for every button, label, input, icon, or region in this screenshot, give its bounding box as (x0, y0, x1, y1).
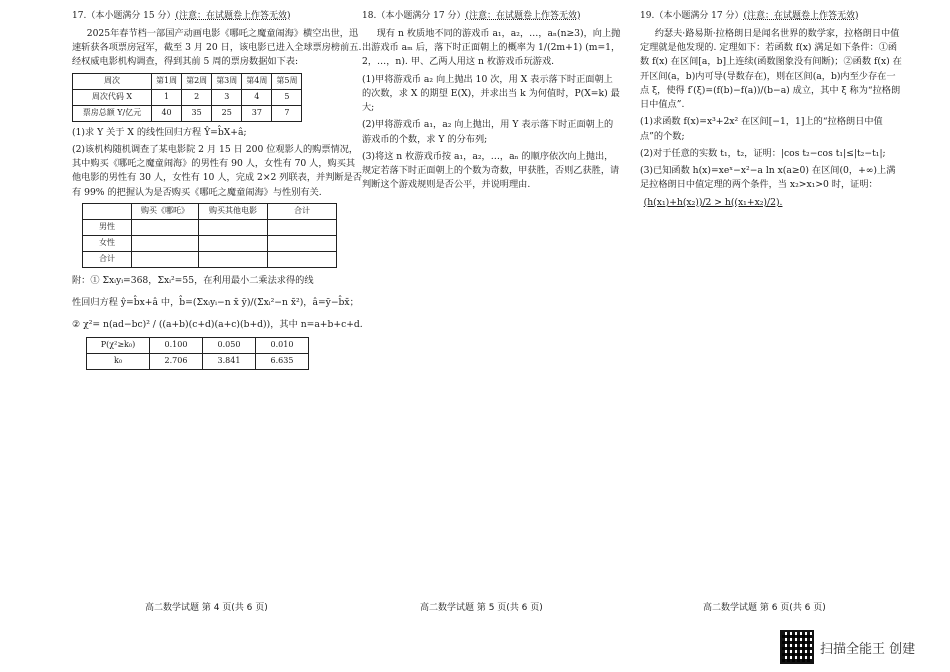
page-footer: 高二数学试题 第 5 页(共 6 页) (420, 603, 543, 613)
table-cell: P(χ²≥k₀) (87, 337, 150, 353)
question-17 (72, 10, 364, 370)
blank-cell (268, 219, 337, 235)
table-cell: 7 (272, 105, 302, 121)
table-header: 第4周 (242, 73, 272, 89)
blank-cell (199, 235, 268, 251)
q18-part3: (3)将这 n 枚游戏币按 a₁，a₂，…，aₙ 的顺序依次向上抛出，规定若落下时正面朝上的个数为奇数，甲获胜，否则乙获胜，请判断这个游戏规则是否公平，并说明理由. (362, 150, 620, 191)
table-header (83, 203, 132, 219)
blank-cell (199, 251, 268, 267)
table-cell: 35 (182, 105, 212, 121)
page-footer: 高二数学试题 第 4 页(共 6 页) (145, 603, 268, 613)
blank-cell (132, 235, 199, 251)
blank-cell (268, 235, 337, 251)
q17-part1: (1)求 Y 关于 X 的线性回归方程 Ŷ=b̂X+â; (72, 126, 247, 138)
q18-part1: (1)甲将游戏币 a₂ 向上抛出 10 次，用 X 表示落下时正面朝上的次数，求 X 的期望 E(X)，并求出当 k 为何值时，P(X=k) 最大; (362, 73, 620, 114)
table-cell: 0.010 (256, 337, 309, 353)
table-header: 第2周 (182, 73, 212, 89)
table-cell: 3 (212, 89, 242, 105)
table-header: 购买《哪吒》 (132, 203, 199, 219)
table-cell: 1 (152, 89, 182, 105)
table-cell: 5 (272, 89, 302, 105)
q17-attach-1: 附：① Σxᵢyᵢ=368，Σxᵢ²=55，在利用最小二乘法求得的线 (72, 274, 314, 286)
table-header: 第1周 (152, 73, 182, 89)
table-header: 第3周 (212, 73, 242, 89)
q17-intro: 2025年春节档一部国产动画电影《哪吒之魔童闹海》横空出世，迅速斩获各项票房冠军，截至 3 月 20 日，该电影已进入全球票房榜前五. 经权威电影机构调查，得到其前 5 周的票房数据如下表: (72, 27, 362, 68)
row-label: 男性 (83, 219, 132, 235)
table-cell: k₀ (87, 353, 150, 369)
box-office-table (72, 73, 302, 122)
table-cell: 0.050 (203, 337, 256, 353)
table-cell: 37 (242, 105, 272, 121)
q17-part2: (2)该机构随机调查了某电影院 2 月 15 日 200 位观影人的购票情况，其中购买《哪吒之魔童闹海》的男性有 90 人，女性有 70 人，购买其他电影的男性有 30 人，女性有 10 人，完成 2×2 列联表，并判断是否有 99% 的把握认为是否购买《哪吒之魔童闹海》与性别有关. (72, 143, 362, 198)
table-cell: 40 (152, 105, 182, 121)
contingency-table (82, 203, 337, 268)
blank-cell (268, 251, 337, 267)
question-19 (640, 10, 902, 213)
table-header: 合计 (268, 203, 337, 219)
blank-cell (199, 219, 268, 235)
watermark-text: 扫描全能王 创建 (820, 641, 916, 657)
q17-attach-2: 性回归方程 ŷ=b̂x+â 中，b̂=(Σxᵢyᵢ−n x̄ ȳ)/(Σxᵢ²−n x̄²)，â=ȳ−b̂x̄； (72, 297, 359, 309)
table-cell: 6.635 (256, 353, 309, 369)
table-cell: 周次代码 X (73, 89, 152, 105)
q17-note: (注意：在试题卷上作答无效) (175, 11, 291, 21)
q18-note: (注意：在试题卷上作答无效) (465, 11, 581, 21)
q19-part2: (2)对于任意的实数 t₁，t₂，证明：|cos t₂−cos t₁|≤|t₂−t₁|; (640, 147, 886, 159)
q17-attach-3: ② χ²= n(ad−bc)² / ((a+b)(c+d)(a+c)(b+d))，其中 n=a+b+c+d. (72, 319, 363, 331)
table-cell: 2 (182, 89, 212, 105)
table-cell: 4 (242, 89, 272, 105)
q19-inequality: (h(x₁)+h(x₂))/2 > h((x₁+x₂)/2). (643, 196, 783, 208)
table-cell: 25 (212, 105, 242, 121)
table-header: 周次 (73, 73, 152, 89)
q19-intro: 约瑟夫·路易斯·拉格朗日是闻名世界的数学家，拉格朗日中值定理就是他发现的. 定理如下：若函数 f(x) 满足如下条件：①函数 f(x) 在区间[a，b]上连续(函数图象没有间断)；②函数 f(x) 在开区间(a，b)内可导(导数存在)，则在区间(a，b)内至少存在一点 ξ，使得 f′(ξ)=(f(b)−f(a))/(b−a) 成立，其中 ξ 称为“拉格朗日中值点”. (640, 27, 902, 111)
blank-cell (132, 219, 199, 235)
table-cell: 0.100 (150, 337, 203, 353)
table-cell: 3.841 (203, 353, 256, 369)
q19-heading: 19.（本小题满分 17 分） (640, 11, 744, 21)
q19-part3: (3)已知函数 h(x)=xeˣ−x²−a ln x(a≥0) 在区间(0，+∞)上满足拉格朗日中值定理的两个条件，当 x₂>x₁>0 时，证明： (640, 165, 896, 191)
blank-cell (132, 251, 199, 267)
qr-code-icon (780, 630, 814, 664)
q18-heading: 18.（本小题满分 17 分） (362, 11, 466, 21)
row-label: 女性 (83, 235, 132, 251)
scanner-watermark (780, 630, 915, 664)
q18-part2: (2)甲将游戏币 a₁，a₂ 向上抛出，用 Y 表示落下时正面朝上的游戏币的个数，求 Y 的分布列; (362, 119, 614, 145)
table-header: 购买其他电影 (199, 203, 268, 219)
q19-note: (注意：在试题卷上作答无效) (743, 11, 859, 21)
question-18 (362, 10, 622, 196)
critical-value-table (86, 337, 309, 370)
page-footer: 高二数学试题 第 6 页(共 6 页) (703, 603, 826, 613)
row-label: 合计 (83, 251, 132, 267)
table-header: 第5周 (272, 73, 302, 89)
table-cell: 2.706 (150, 353, 203, 369)
q17-heading: 17.（本小题满分 15 分） (72, 11, 176, 21)
q19-part1: (1)求函数 f(x)=x³+2x² 在区间[−1，1]上的“拉格朗日中值点”的个数; (640, 116, 883, 142)
table-cell: 票房总额 Y/亿元 (73, 105, 152, 121)
q18-intro: 现有 n 枚质地不同的游戏币 a₁，a₂，…，aₙ(n≥3)，向上抛出游戏币 aₘ 后，落下时正面朝上的概率为 1/(2m+1) (m=1，2，…，n). 甲、乙两人用这 n 枚游戏币玩游戏. (362, 27, 621, 68)
